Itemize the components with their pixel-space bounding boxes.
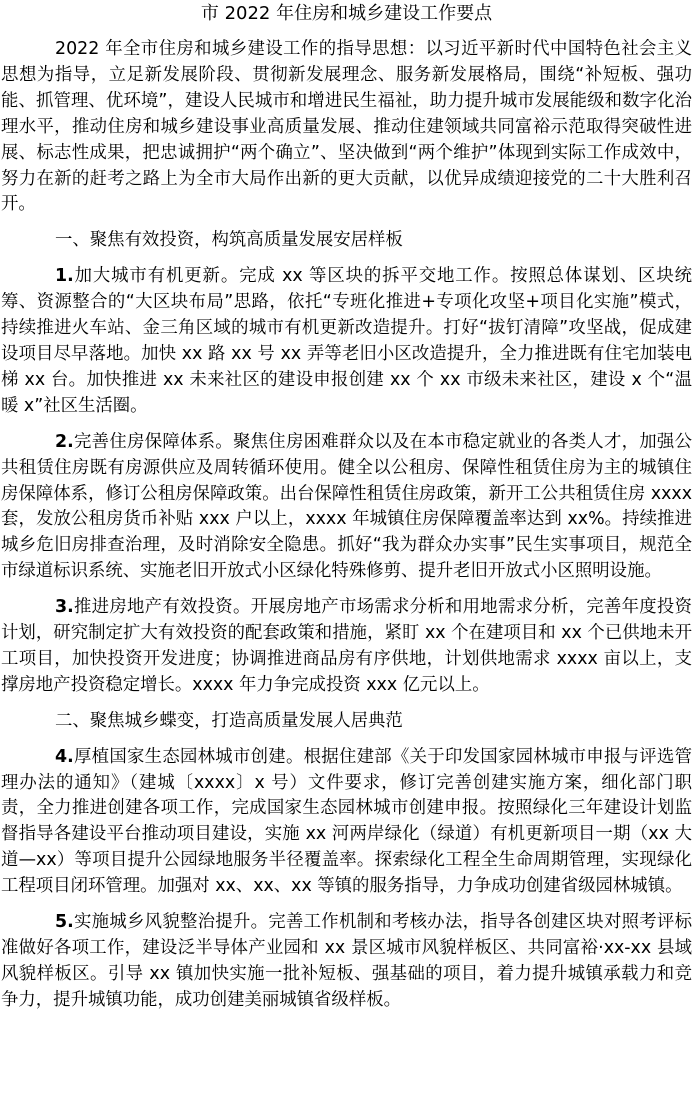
item-number: 2. [55,431,74,452]
item-text: 加大城市有机更新。完成 xx 等区块的拆平交地工作。按照总体谋划、区块统筹、资源整合的“大区块布局”思路，依托“专班化推进+专项化攻坚+项目化实施”模式，持续推进火车站、金三角区域的城市有机更新改造提升。打好“拔钉清障”攻坚战，促成建设项目尽早落地。加快 xx 路 xx 号 xx 弄等老旧小区改造提升，全力推进既有住宅加装电梯 xx 台。加快推进 xx 未来社区的建设申报创建 xx 个 xx 市级未来社区，建设 x 个“温暖 x”社区生活圈。 [1,266,692,416]
item-text: 厚植国家生态园林城市创建。根据住建部《关于印发国家园林城市申报与评选管理办法的通知》（建城〔xxxx〕x 号）文件要求，修订完善创建实施方案，细化部门职责，全力推进创建各项工作，完成国家生态园林城市创建申报。按照绿化三年建设计划监督指导各建设平台推动项目建设，实施 xx 河两岸绿化（绿道）有机更新项目一期（xx 大道—xx）等项目提升公园绿地服务半径覆盖率。探索绿化工程全生命周期管理，实现绿化工程项目闭环管理。加强对 xx、xx、xx 等镇的服务指导，力争成功创建省级园林城镇。 [1,746,692,897]
item-number: 1. [55,266,74,287]
section-2 [0,699,693,1014]
list-item [0,595,693,699]
item-text: 完善住房保障体系。聚焦住房困难群众以及在本市稳定就业的各类人才，加强公共租赁住房既有房源供应及周转循环使用。健全以公租房、保障性租赁住房为主的城镇住房保障体系，修订公租房保障政策。出台保障性租赁住房政策，新开工公共租赁住房 xxxx 套，发放公租房货币补贴 xxx 户以上，xxxx 年城镇住房保障覆盖率达到 xx%。持续推进城乡危旧房排查治理，及时消除安全隐患。抓好“我为群众办实事”民生实事项目，规范全市绿道标识系统、实施老旧开放式小区绿化特殊修剪、提升老旧开放式小区照明设施。 [1,431,692,582]
intro-paragraph: 2022 年全市住房和城乡建设工作的指导思想：以习近平新时代中国特色社会主义思想为指导，立足新发展阶段、贯彻新发展理念、服务新发展格局，围绕“补短板、强功能、抓管理、优环境”，建设人民城市和增进民生福祉，助力提升城市发展能级和数字化治理水平，推动住房和城乡建设事业高质量发展、推动住建领域共同富裕示范取得突破性进展、标志性成果，把忠诚拥护“两个确立”、坚决做到“两个维护”体现到实际工作成效中，努力在新的赶考之路上为全市大局作出新的更大贡献，以优异成绩迎接党的二十大胜利召开。 [1,39,692,215]
item-text: 推进房地产有效投资。开展房地产市场需求分析和用地需求分析，完善年度投资计划，研究制定扩大有效投资的配套政策和措施，紧盯 xx 个在建项目和 xx 个已供地未开工项目，加快投资开发进度；协调推进商品房有序供地，计划供地需求 xxxx 亩以上，支撑房地产投资稳定增长。xxxx 年力争完成投资 xxx 亿元以上。 [1,597,692,695]
section-heading: 一、聚焦有效投资，构筑高质量发展安居样板 [55,230,403,251]
section-1 [0,218,693,698]
list-item [0,910,693,1014]
document-title: 市 2022 年住房和城乡建设工作要点 [200,3,493,24]
item-number: 5. [55,912,74,933]
list-item [0,264,693,419]
list-item [0,430,693,585]
item-text: 实施城乡风貌整治提升。完善工作机制和考核办法，指导各创建区块对照考评标准做好各项工作，建设泛半导体产业园和 xx 景区城市风貌样板区、共同富裕·xx-xx 县域风貌样板区。引导 xx 镇加快实施一批补短板、强基础的项目，着力提升城镇承载力和竞争力，提升城镇功能，成功创建美丽城镇省级样板。 [1,912,692,1010]
list-item [0,745,693,900]
item-number: 4. [55,746,74,767]
item-number: 3. [55,597,74,618]
section-heading: 二、聚焦城乡蝶变，打造高质量发展人居典范 [55,710,403,731]
